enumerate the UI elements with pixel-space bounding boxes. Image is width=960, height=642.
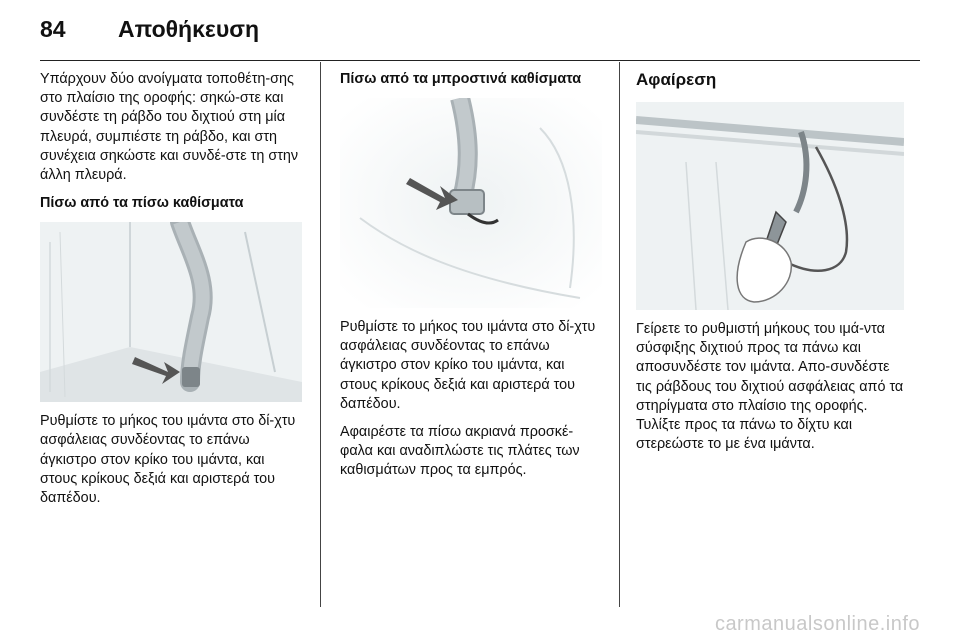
rear-seat-belt-illustration (40, 222, 302, 402)
front-seats-heading: Πίσω από τα μπροστινά καθίσματα (340, 71, 582, 87)
watermark: carmanualsonline.info (714, 613, 920, 635)
front-seats-instructions: Ρυθμίστε το μήκος του ιμάντα στο δί-χτυ ασφάλειας συνδέοντας το επάνω άγκιστρο στον κρίκο του ιμάντα, και στους κρίκους δεξιά και αριστερά του δαπέδου. (340, 319, 596, 412)
header-rule (40, 60, 920, 61)
column-3 (636, 70, 906, 463)
fold-seats-instructions: Αφαιρέστε τα πίσω ακριανά προσκέ-φαλα και αναδιπλώστε τις πλάτες των καθισμάτων προς τα εμπρός. (340, 424, 580, 479)
intro-paragraph: Υπάρχουν δύο ανοίγματα τοποθέτη-σης στο πλαίσιο της οροφής: σηκώ-στε και συνδέστε τη ράβδο του διχτιού στη μία πλευρά, συμπιέστε τη ράβδο, και στη συνέχεια σηκώστε και συνδέ-στε τη στην άλλη πλευρά. (40, 71, 299, 184)
chapter-title: Αποθήκευση (118, 16, 260, 42)
removal-heading: Αφαίρεση (636, 70, 717, 89)
column-2 (340, 70, 602, 490)
column-1 (40, 70, 302, 517)
rear-seats-instructions: Ρυθμίστε το μήκος του ιμάντα στο δί-χτυ ασφάλειας συνδέοντας το επάνω άγκιστρο στον κρίκο του ιμάντα, και στους κρίκους δεξιά και αριστερά του δαπέδου. (40, 413, 296, 507)
page-header (40, 16, 259, 50)
page-number: 84 (40, 16, 66, 42)
column-divider-2 (619, 62, 620, 607)
column-divider-1 (320, 62, 321, 607)
front-seat-belt-illustration (340, 98, 602, 308)
removal-instructions: Γείρετε το ρυθμιστή μήκους του ιμά-ντα σύσφιξης διχτιού προς τα πάνω και αποσυνδέστε τον ιμάντα. Απο-συνδέστε τις ράβδους του διχτιού ασφάλειας από τα στηρίγματα στο πλαίσιο της οροφής. Τυλίξτε προς τα πάνω το δίχτυ και στερεώστε το με ένα ιμάντα. (636, 321, 904, 453)
removal-illustration (636, 102, 904, 310)
rear-seats-heading: Πίσω από τα πίσω καθίσματα (40, 195, 244, 212)
